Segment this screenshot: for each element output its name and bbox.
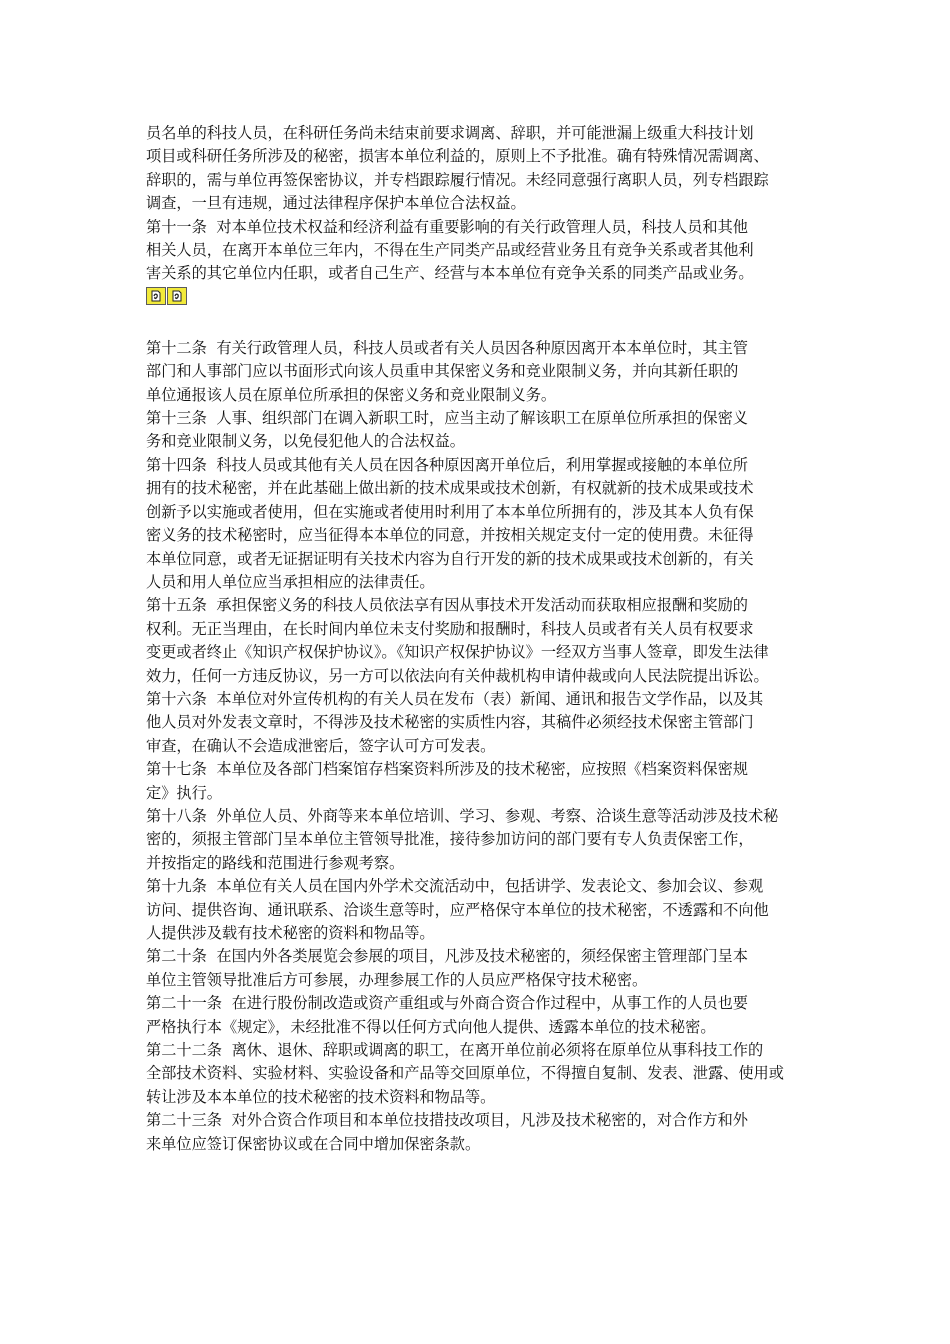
paragraph-line: 密的，须报主管部门呈本单位主管领导批准，接待参加访问的部门要有专人负责保密工作，	[146, 830, 754, 849]
paragraph-line: 全部技术资料、实验材料、实验设备和产品等交回原单位，不得擅自复制、发表、泄露、使用或	[146, 1064, 784, 1083]
paragraph-group-bottom	[146, 337, 812, 1156]
paragraph-line: 并按指定的路线和范围进行参观考察。	[146, 853, 405, 872]
paragraph-line: 第十三条 人事、组织部门在调入新职工时，应当主动了解该职工在原单位所承担的保密义	[146, 409, 748, 428]
paragraph-line: 单位主管领导批准后方可参展，办理参展工作的人员应严格保守技术秘密。	[146, 970, 648, 989]
paragraph-line: 第十六条 本单位对外宣传机构的有关人员在发布（表）新闻、通讯和报告文学作品，以及其	[146, 689, 764, 708]
paragraph-group-top	[146, 122, 812, 286]
paragraph-line: 效力，任何一方违反协议，另一方可以依法向有关仲裁机构申请仲裁或向人民法院提出诉讼。	[146, 666, 769, 685]
paragraph-line: 他人员对外发表文章时，不得涉及技术秘密的实质性内容，其稿件必须经技术保密主管部门	[146, 713, 754, 732]
paragraph-line: 密义务的技术秘密时，应当征得本本单位的同意，并按相关规定支付一定的使用费。未征得	[146, 526, 754, 545]
paragraph-line: 第十九条 本单位有关人员在国内外学术交流活动中，包括讲学、发表论文、参加会议、参观	[146, 877, 764, 896]
paragraph-line: 项目或科研任务所涉及的秘密，损害本单位利益的，原则上不予批准。确有特殊情况需调离、	[146, 147, 769, 166]
document-body	[146, 122, 812, 1156]
paragraph-line: 第二十一条 在进行股份制改造或资产重组或与外商合资合作过程中，从事工作的人员也要	[146, 994, 748, 1013]
paragraph-line: 第十四条 科技人员或其他有关人员在因各种原因离开单位后，利用掌握或接触的本单位所	[146, 455, 748, 474]
document-link-icon[interactable]	[167, 287, 187, 305]
paragraph-line: 转让涉及本本单位的技术秘密的技术资料和物品等。	[146, 1087, 496, 1106]
article-paragraph	[146, 945, 812, 992]
article-paragraph	[146, 407, 812, 454]
document-link-icon[interactable]	[146, 287, 166, 305]
paragraph-line: 部门和人事部门应以书面形式向该人员重申其保密义务和竞业限制义务，并向其新任职的	[146, 362, 739, 381]
paragraph-line: 第十五条 承担保密义务的科技人员依法享有因从事技术开发活动而获取相应报酬和奖励的	[146, 596, 748, 615]
paragraph-line: 访问、提供咨询、通讯联系、洽谈生意等时，应严格保守本单位的技术秘密，不透露和不向他	[146, 900, 769, 919]
paragraph-line: 第二十二条 离休、退休、辞职或调离的职工，在离开单位前必须将在原单位从事科技工作的	[146, 1041, 764, 1060]
paragraph-line: 害关系的其它单位内任职，或者自己生产、经营与本本单位有竞争关系的同类产品或业务。	[146, 264, 754, 283]
article-paragraph	[146, 992, 812, 1039]
paragraph-line: 严格执行本《规定》，未经批准不得以任何方式向他人提供、透露本单位的技术秘密。	[146, 1017, 716, 1036]
paragraph-line: 权利。无正当理由，在长时间内单位未支付奖励和报酬时，科技人员或者有关人员有权要求	[146, 619, 754, 638]
article-paragraph	[146, 337, 812, 407]
paragraph-spacer	[146, 308, 812, 337]
paragraph-line: 务和竞业限制义务，以免侵犯他人的合法权益。	[146, 432, 465, 451]
paragraph-line: 变更或者终止《知识产权保护协议》。《知识产权保护协议》一经双方当事人签章，即发生法律	[146, 643, 769, 662]
paragraph-line: 定》执行。	[146, 783, 222, 802]
article-paragraph	[146, 454, 812, 594]
icon-row	[146, 284, 812, 308]
paragraph-line: 创新予以实施或者使用，但在实施或者使用时利用了本本单位所拥有的，涉及其本人负有保	[146, 502, 754, 521]
paragraph-line: 调查，一旦有违规，通过法律程序保护本单位合法权益。	[146, 194, 526, 213]
paragraph-line: 第二十条 在国内外各类展览会参展的项目，凡涉及技术秘密的，须经保密主管理部门呈本	[146, 947, 748, 966]
paragraph-line: 单位通报该人员在原单位所承担的保密义务和竞业限制义务。	[146, 385, 557, 404]
paragraph-line: 第十七条 本单位及各部门档案馆存档案资料所涉及的技术秘密，应按照《档案资料保密规	[146, 760, 748, 779]
article-paragraph	[146, 1039, 812, 1109]
article-paragraph	[146, 805, 812, 875]
paragraph-line: 第十二条 有关行政管理人员，科技人员或者有关人员因各种原因离开本本单位时，其主管	[146, 338, 748, 357]
article-paragraph	[146, 875, 812, 945]
article-paragraph	[146, 688, 812, 758]
article-paragraph	[146, 216, 812, 286]
paragraph-line: 员名单的科技人员，在科研任务尚未结束前要求调离、辞职，并可能泄漏上级重大科技计划	[146, 124, 754, 142]
paragraph-line: 人员和用人单位应当承担相应的法律责任。	[146, 572, 435, 591]
paragraph-line: 第二十三条 对外合资合作项目和本单位技措技改项目，凡涉及技术秘密的，对合作方和外	[146, 1111, 748, 1130]
paragraph-line: 相关人员，在离开本单位三年内，不得在生产同类产品或经营业务且有竞争关系或者其他利	[146, 241, 754, 260]
paragraph-line: 审查，在确认不会造成泄密后，签字认可方可发表。	[146, 736, 496, 755]
article-paragraph	[146, 1109, 812, 1156]
article-paragraph	[146, 758, 812, 805]
article-paragraph	[146, 594, 812, 688]
article-paragraph	[146, 122, 812, 216]
paragraph-line: 第十八条 外单位人员、外商等来本单位培训、学习、参观、考察、洽谈生意等活动涉及技术秘	[146, 806, 779, 825]
paragraph-line: 辞职的，需与单位再签保密协议，并专档跟踪履行情况。未经同意强行离职人员，列专档跟踪	[146, 170, 769, 189]
paragraph-line: 来单位应签订保密协议或在合同中增加保密条款。	[146, 1134, 481, 1153]
paragraph-line: 第十一条 对本单位技术权益和经济利益有重要影响的有关行政管理人员，科技人员和其他	[146, 217, 748, 236]
paragraph-line: 人提供涉及载有技术秘密的资料和物品等。	[146, 924, 435, 942]
paragraph-line: 拥有的技术秘密，并在此基础上做出新的技术成果或技术创新，有权就新的技术成果或技术	[146, 479, 754, 498]
paragraph-line: 本单位同意，或者无证据证明有关技术内容为自行开发的新的技术成果或技术创新的，有关	[146, 549, 754, 568]
